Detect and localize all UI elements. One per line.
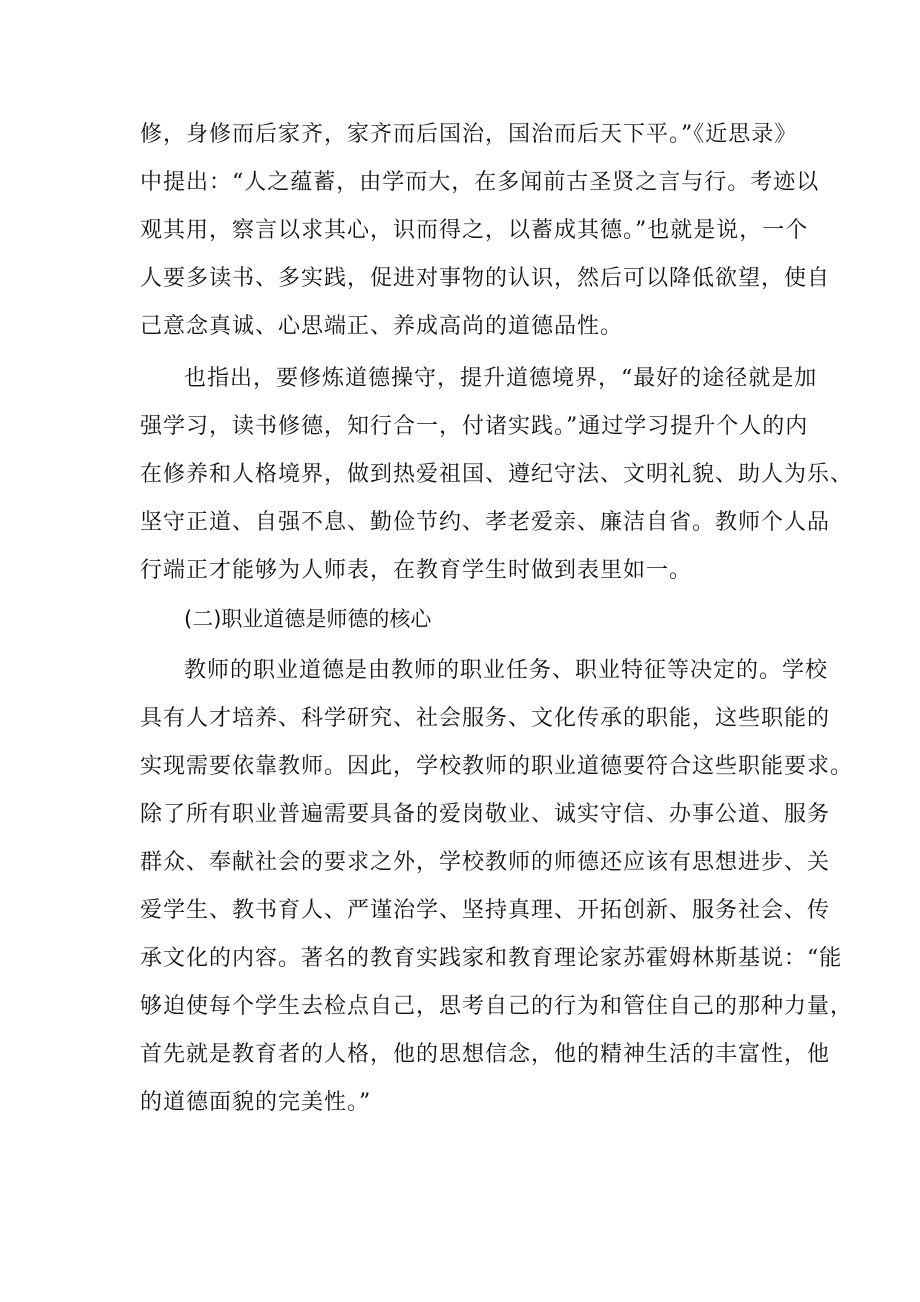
- paragraph-3-line: 够迫使每个学生去检点自己，思考自己的行为和管住自己的那种力量，: [140, 994, 854, 1019]
- paragraph-3-line: 除了所有职业普遍需要具备的爱岗敬业、诚实守信、办事公道、服务: [140, 802, 831, 827]
- section-heading: (二)职业道德是师德的核心: [184, 607, 432, 631]
- paragraph-1-line: 人要多读书、多实践，促进对事物的认识，然后可以降低欲望，使自: [140, 266, 831, 291]
- paragraph-3-line: 群众、奉献社会的要求之外，学校教师的师德还应该有思想进步、关: [140, 850, 831, 875]
- paragraph-1-line: 修，身修而后家齐，家齐而后国治，国治而后天下平。”《近思录》: [140, 122, 798, 147]
- paragraph-2-line: 也指出，要修炼道德操守，提升道德境界，“最好的途径就是加: [184, 366, 818, 391]
- paragraph-2-line: 行端正才能够为人师表，在教育学生时做到表里如一。: [140, 558, 693, 583]
- paragraph-3-line: 教师的职业道德是由教师的职业任务、职业特征等决定的。学校: [184, 658, 829, 683]
- paragraph-3-line: 具有人才培养、科学研究、社会服务、文化传承的职能，这些职能的: [140, 706, 831, 731]
- paragraph-3-line: 爱学生、教书育人、严谨治学、坚持真理、开拓创新、服务社会、传: [140, 898, 831, 923]
- paragraph-1-line: 观其用，察言以求其心，识而得之，以蓄成其德。”也就是说，一个: [140, 218, 809, 243]
- paragraph-3-line: 实现需要依靠教师。因此，学校教师的职业道德要符合这些职能要求。: [140, 754, 854, 779]
- paragraph-2-line: 在修养和人格境界，做到热爱祖国、遵纪守法、文明礼貌、助人为乐、: [140, 462, 854, 487]
- paragraph-3-line: 承文化的内容。著名的教育实践家和教育理论家苏霍姆林斯基说：“能: [140, 946, 843, 971]
- paragraph-1-line: 己意念真诚、心思端正、养成高尚的道德品性。: [140, 314, 624, 339]
- paragraph-3-line: 的道德面貌的完美性。”: [140, 1090, 372, 1115]
- paragraph-3-line: 首先就是教育者的人格，他的思想信念，他的精神生活的丰富性，他: [140, 1042, 831, 1067]
- paragraph-1-line: 中提出：“人之蕴蓄，由学而大，在多闻前古圣贤之言与行。考迹以: [140, 170, 820, 195]
- paragraph-2-line: 强学习，读书修德，知行合一，付诸实践。”通过学习提升个人的内: [140, 414, 809, 439]
- paragraph-2-line: 坚守正道、自强不息、勤俭节约、孝老爱亲、廉洁自省。教师个人品: [140, 510, 831, 535]
